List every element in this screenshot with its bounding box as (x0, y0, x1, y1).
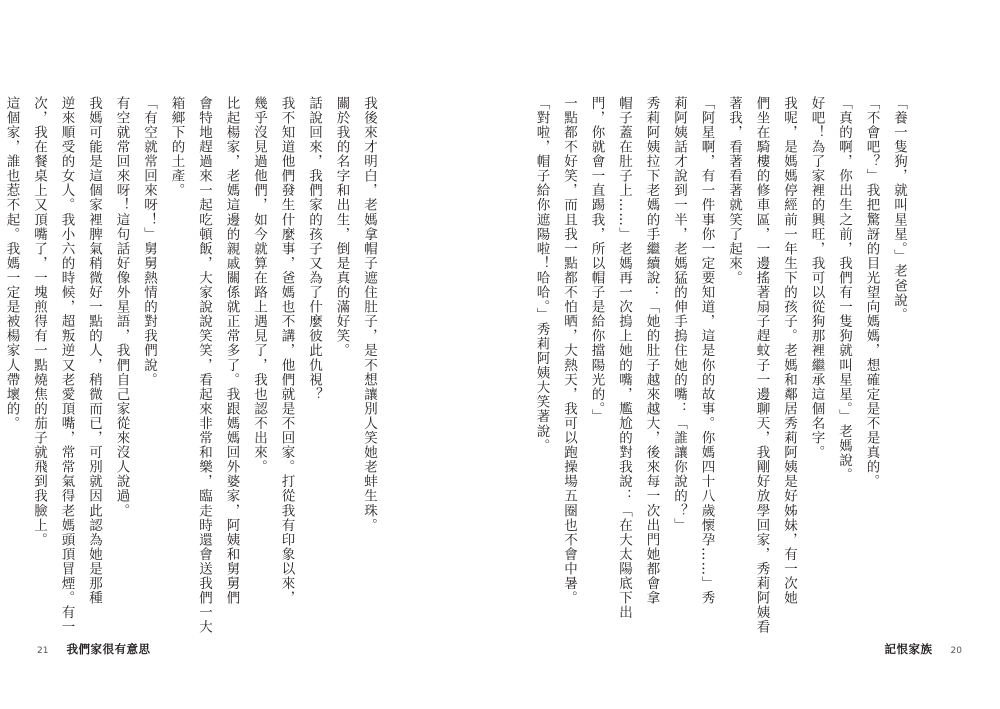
text-line: 這個家，誰也惹不起。我媽一定是被楊家人帶壞的。 (3, 96, 20, 431)
text-line: 「養一隻狗，就叫星星。」老爸說。 (891, 96, 907, 323)
text-line: 我不知道他們發生什麼事，爸媽也不講，他們就是不回家。打從我有印象以來， (278, 96, 295, 606)
text-line: 我呢，是媽媽停經前一年生下的孩子。老媽和鄰居秀莉阿姨是好姊妹，有一次她 (781, 96, 797, 606)
text-line: 一點都不好笑，而且我一點都不怕晒，大熱天，我可以跑操場五圈也不會中暑。 (561, 96, 577, 606)
text-line: 好吧！為了家裡的興旺，我可以從狗那裡繼承這個名字。 (808, 96, 825, 460)
text-line: 比起楊家，老媽這邊的親戚關係就正常多了。我跟媽媽回外婆家，阿姨和舅舅們 (223, 96, 240, 606)
right-page (500, 0, 1000, 709)
right-page-body-text (534, 96, 912, 636)
text-line: 「真的啊，你出生之前，我們有一隻狗就叫星星。」老媽說。 (836, 96, 852, 483)
page-number: 21 (37, 646, 49, 656)
running-title: 記恨家族 (884, 642, 933, 656)
text-line: 「有空就常回來呀！」舅舅熱情的對我們說。 (141, 96, 157, 387)
text-line: 關於我的名字和出生，倒是真的滿好笑。 (333, 96, 350, 358)
text-line: 「阿星啊，有一件事你一定要知道，這是你的故事。你媽四十八歲懷孕……」秀 (698, 96, 715, 606)
text-line: 我後來才明白，老媽拿帽子遮住肚子，是不想讓別人笑她老蚌生珠。 (361, 96, 377, 533)
text-line: 會特地趕過來一起吃頓飯，大家說說笑笑，看起來非常和樂，臨走時還會送我們一大 (196, 96, 212, 635)
text-line: 「不會吧？」我把驚訝的目光望向媽媽，想確定是不是真的。 (863, 96, 880, 489)
text-line: 門，你就會一直踢我，所以帽子是給你擋陽光的。」 (588, 96, 605, 424)
text-line: 們坐在騎樓的修車區，一邊搖著扇子趕蚊子一邊聊天，我剛好放學回家，秀莉阿姨看 (753, 96, 770, 635)
page-number: 20 (950, 646, 962, 656)
text-line: 秀莉阿姨拉下老媽的手繼續說：「她的肚子越來越大，後來每一次出門她都會拿 (643, 96, 660, 606)
left-page-footer (37, 642, 150, 658)
text-line: 有空就常回來呀！這句話好像外星語，我們自己家從來沒人說過。 (113, 96, 130, 518)
text-line: 幾乎沒見過他們，如今就算在路上遇見了，我也認不出來。 (251, 96, 267, 475)
left-page-body-text (3, 96, 382, 636)
text-line: 次，我在餐桌上又頂嘴了，一塊煎得有一點燒焦的茄子就飛到我臉上。 (31, 96, 47, 548)
text-line: 我媽可能是這個家裡脾氣稍微好一點的人，稍微而已，可別就因此認為她是那種 (86, 96, 102, 606)
text-line: 帽子蓋在肚子上……」老媽再一次摀上她的嘴，尷尬的對我說：「在大太陽底下出 (616, 96, 632, 620)
text-line: 逆來順受的女人。我小六的時候，超叛逆又老愛頂嘴，常常氣得老媽頭頂冒煙。有一 (58, 96, 75, 635)
text-line: 「對啦，帽子給你遮陽啦！哈哈。」秀莉阿姨大笑著說。 (533, 96, 550, 453)
running-title: 我們家很有意思 (66, 642, 151, 656)
text-line: 莉阿姨話才說到一半，老媽猛的伸手摀住她的嘴：「誰讓你說的？」 (671, 96, 687, 533)
text-line: 著我，看著看著就笑了起來。 (726, 96, 742, 286)
text-line: 箱鄉下的土產。 (168, 96, 185, 198)
text-line: 話說回來，我們家的孩子又為了什麼彼此仇視？ (306, 96, 322, 402)
right-page-footer (885, 642, 962, 658)
